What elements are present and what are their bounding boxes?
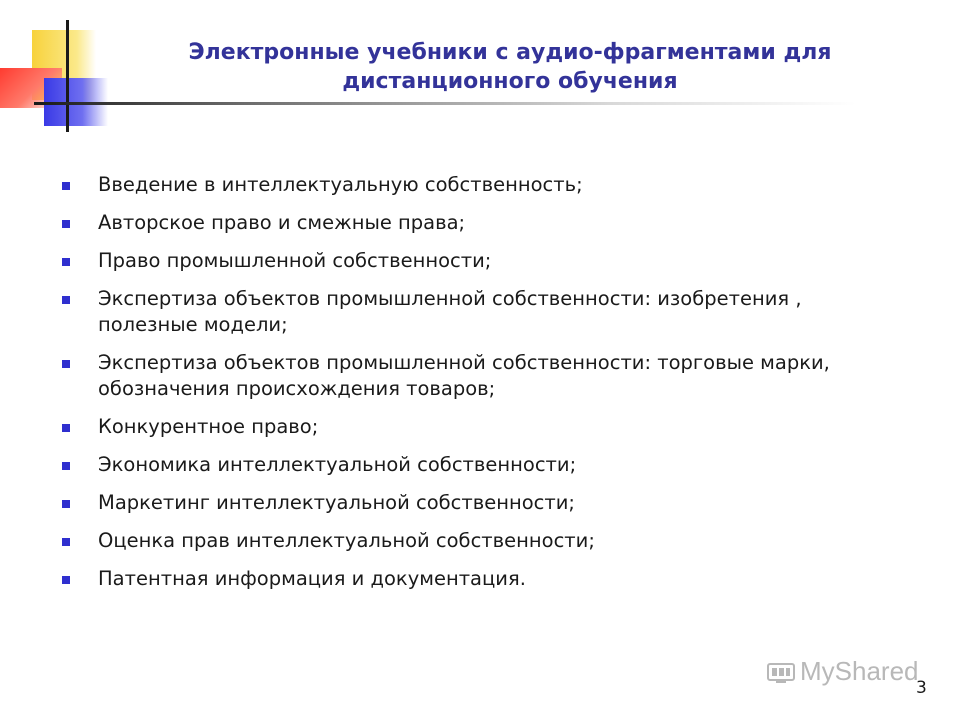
list-item-text: Введение в интеллектуальную собственность; <box>98 173 583 196</box>
square-bullet-icon <box>62 500 70 508</box>
watermark-text: MyShared <box>800 656 919 686</box>
list-item-text: Маркетинг интеллектуальной собственности; <box>98 491 575 514</box>
list-item-text: Авторское право и смежные права; <box>98 211 466 234</box>
square-bullet-icon <box>62 538 70 546</box>
list-item <box>60 414 900 440</box>
list-item <box>60 210 900 236</box>
list-item <box>60 248 900 274</box>
list-item <box>60 286 900 338</box>
square-bullet-icon <box>62 360 70 368</box>
square-bullet-icon <box>62 220 70 228</box>
list-item-text: Оценка прав интеллектуальной собственности; <box>98 529 595 552</box>
square-bullet-icon <box>62 296 70 304</box>
list-item <box>60 490 900 516</box>
page-number: 3 <box>916 678 927 698</box>
square-bullet-icon <box>62 576 70 584</box>
decor-vertical-line <box>66 20 69 132</box>
myshared-logo-icon <box>766 660 796 684</box>
list-item <box>60 566 900 592</box>
list-item-text: Патентная информация и документация. <box>98 567 526 590</box>
list-item-text: Экспертиза объектов промышленной собственности: торговые марки, обозначения происхождения товаров; <box>98 351 830 400</box>
list-item <box>60 528 900 554</box>
decor-horizontal-line <box>34 102 856 105</box>
square-bullet-icon <box>62 424 70 432</box>
square-bullet-icon <box>62 258 70 266</box>
list-item-text: Экономика интеллектуальной собственности; <box>98 453 577 476</box>
slide-title: Электронные учебники с аудио-фрагментами для дистанционного обучения <box>188 40 832 94</box>
list-item-text: Экспертиза объектов промышленной собственности: изобретения , полезные модели; <box>98 287 802 336</box>
list-item-text: Конкурентное право; <box>98 415 319 438</box>
list-item <box>60 172 900 198</box>
square-bullet-icon <box>62 182 70 190</box>
list-item-text: Право промышленной собственности; <box>98 249 492 272</box>
bullet-list <box>60 172 900 604</box>
list-item <box>60 452 900 478</box>
square-bullet-icon <box>62 462 70 470</box>
watermark <box>766 656 919 687</box>
list-item <box>60 350 900 402</box>
